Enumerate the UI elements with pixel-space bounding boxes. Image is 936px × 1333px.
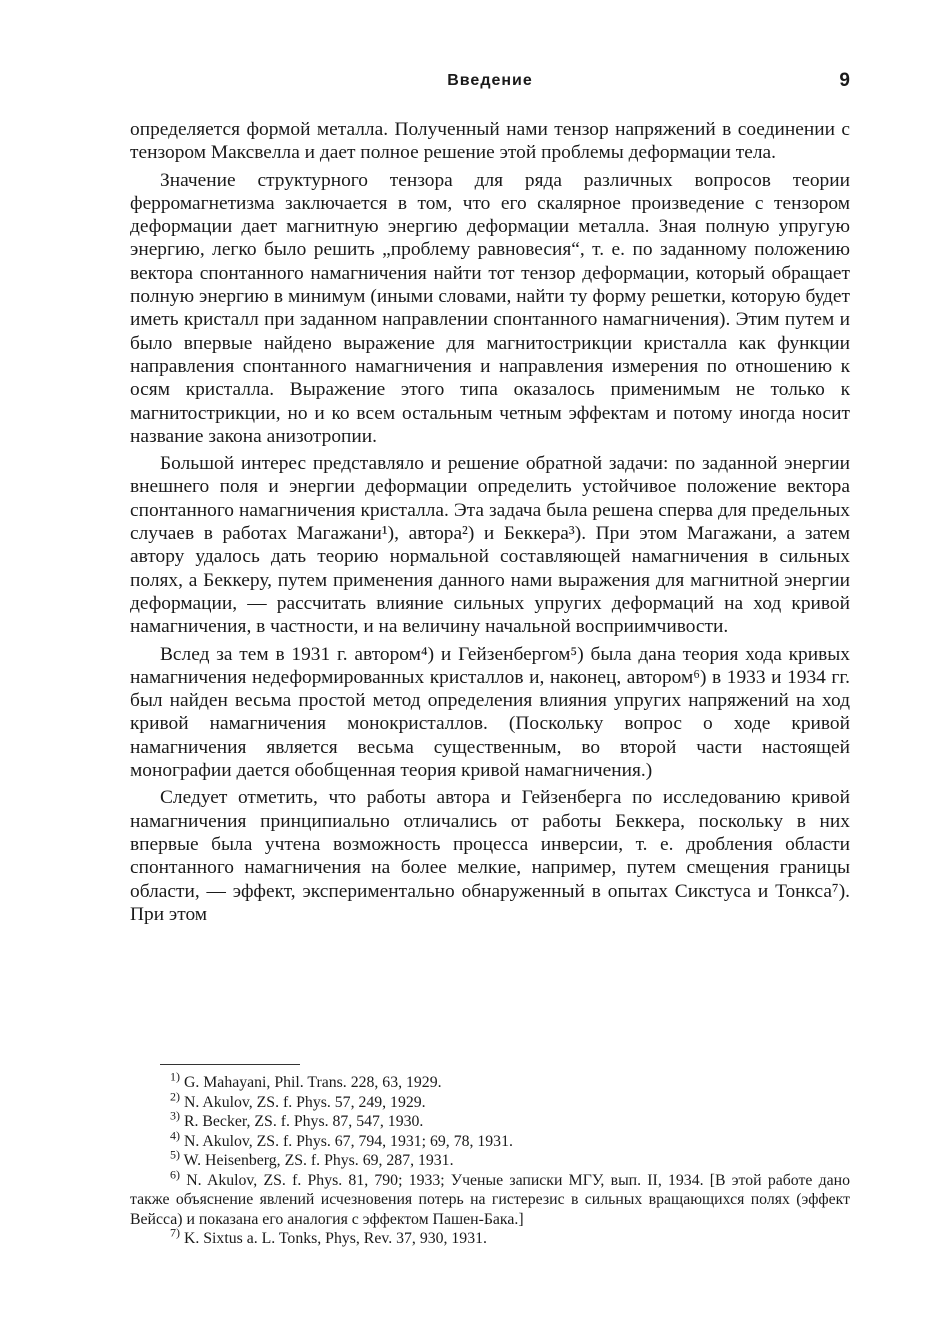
footnote	[130, 1069, 850, 1093]
footnote-separator	[160, 1064, 300, 1065]
footnote	[130, 1167, 851, 1230]
footnotes	[130, 1069, 851, 1249]
footnote-text: R. Becker, ZS. f. Phys. 87, 547, 1930.	[183, 1113, 424, 1130]
running-title: Введение	[447, 72, 533, 89]
footnote-text: N. Akulov, ZS. f. Phys. 67, 794, 1931; 69, 78, 1931.	[183, 1132, 513, 1150]
footnote-mark: 4)	[170, 1128, 180, 1143]
paragraph: Следует отметить, что работы автора и Гейзенберга по исследованию кривой намагничения принципиально отличались от работы Беккера, поскольку в них впервые была учтена возможность процесса инверсии, т. е. дробления области спонтанного намагничения на более мелкие, например, путем смещения границы области, — эффект, экспериментально обнаруженный в опытах Сикстуса и Тонкса⁷). При этом	[130, 787, 850, 925]
footnote-text: G. Mahayani, Phil. Trans. 228, 63, 1929.	[183, 1074, 442, 1091]
footnote-mark: 2)	[170, 1089, 180, 1104]
footnote	[130, 1108, 850, 1132]
footnote	[130, 1089, 850, 1113]
page-header	[130, 72, 850, 98]
paragraph-continuation: определяется формой металла. Полученный нами тензор напряжений в соединении с тензором Максвелла и дает полное решение этой проблемы деформации тела.	[130, 119, 850, 164]
paragraph: Значение структурного тензора для ряда различных вопросов теории ферромагнетизма заключается в том, что его скалярное произведение с тензором деформации дает магнитную энергию деформации металла. Зная полную упругую энергию, легко было решить „проблему равновесия“, т. е. по заданному положению вектора спонтанного намагничения найти тот тензор деформации, который обращает полную энергию в минимум (иными словами, найти ту форму решетки, которую будет иметь кристалл при заданном направлении спонтанного намагничения). Этим путем и было впервые найдено выражение для магнитострикции кристалла как функции направления спонтанного намагничения и направления измерения по отношению к осям кристалла. Выражение этого типа оказалось применимым не только к магнитострикции, но и ко всем остальным четным эффектам и потому иногда носит название закона анизотропии.	[130, 169, 850, 447]
footnote	[130, 1147, 850, 1171]
footnote-text: N. Akulov, ZS. f. Phys. 81, 790; 1933; Ученые записки МГУ, вып. II, 1934. [В этой работе дано также объяснение явлений исчезновения потерь на гистерезис в сильных вращающихся полях (эффект Вейсса) и показана его аналогия с эффектом Пашен-Бака.]	[130, 1171, 851, 1228]
footnote-mark: 6)	[170, 1167, 180, 1182]
paragraph: Вслед за тем в 1931 г. автором⁴) и Гейзенбергом⁵) была дана теория хода кривых намагничения недеформированных кристаллов и, наконец, автором⁶) в 1933 и 1934 гг. был найден весьма простой метод определения влияния упругих напряжений на ход кривой намагничения монокристаллов. (Поскольку вопрос о ходе кривой намагничения является весьма существенным, во второй части настоящей монографии дается обобщенная теория кривой намагничения.)	[130, 643, 850, 782]
footnote-text: K. Sixtus a. L. Tonks, Phys, Rev. 37, 930, 1931.	[183, 1230, 487, 1247]
footnote-mark: 3)	[170, 1108, 180, 1123]
footnote	[130, 1225, 850, 1249]
footnote-mark: 5)	[170, 1147, 180, 1162]
footnote-text: N. Akulov, ZS. f. Phys. 57, 249, 1929.	[183, 1093, 426, 1111]
footnote-text: W. Heisenberg, ZS. f. Phys. 69, 287, 1931.	[183, 1152, 454, 1169]
main-text	[130, 118, 850, 926]
footnote-mark: 7)	[170, 1225, 180, 1240]
footnote-mark: 1)	[170, 1069, 180, 1084]
footnote	[130, 1128, 850, 1152]
paragraph: Большой интерес представляло и решение обратной задачи: по заданной энергии внешнего поля и энергии деформации определить устойчивое положение вектора спонтанного намагничения кристалла. Эта задача была решена сперва для предельных случаев в работах Магажани¹), автора²) и Беккера³). При этом Магажани, а затем автору удалось дать теорию нормальной составляющей намагничения в сильных полях, а Беккеру, путем применения данного нами выражения для магнитной энергии деформации, — рассчитать влияние сильных упругих деформаций на ход кривой намагничения, в частности, и на величину начальной восприимчивости.	[130, 453, 850, 638]
page-number: 9	[839, 70, 850, 91]
